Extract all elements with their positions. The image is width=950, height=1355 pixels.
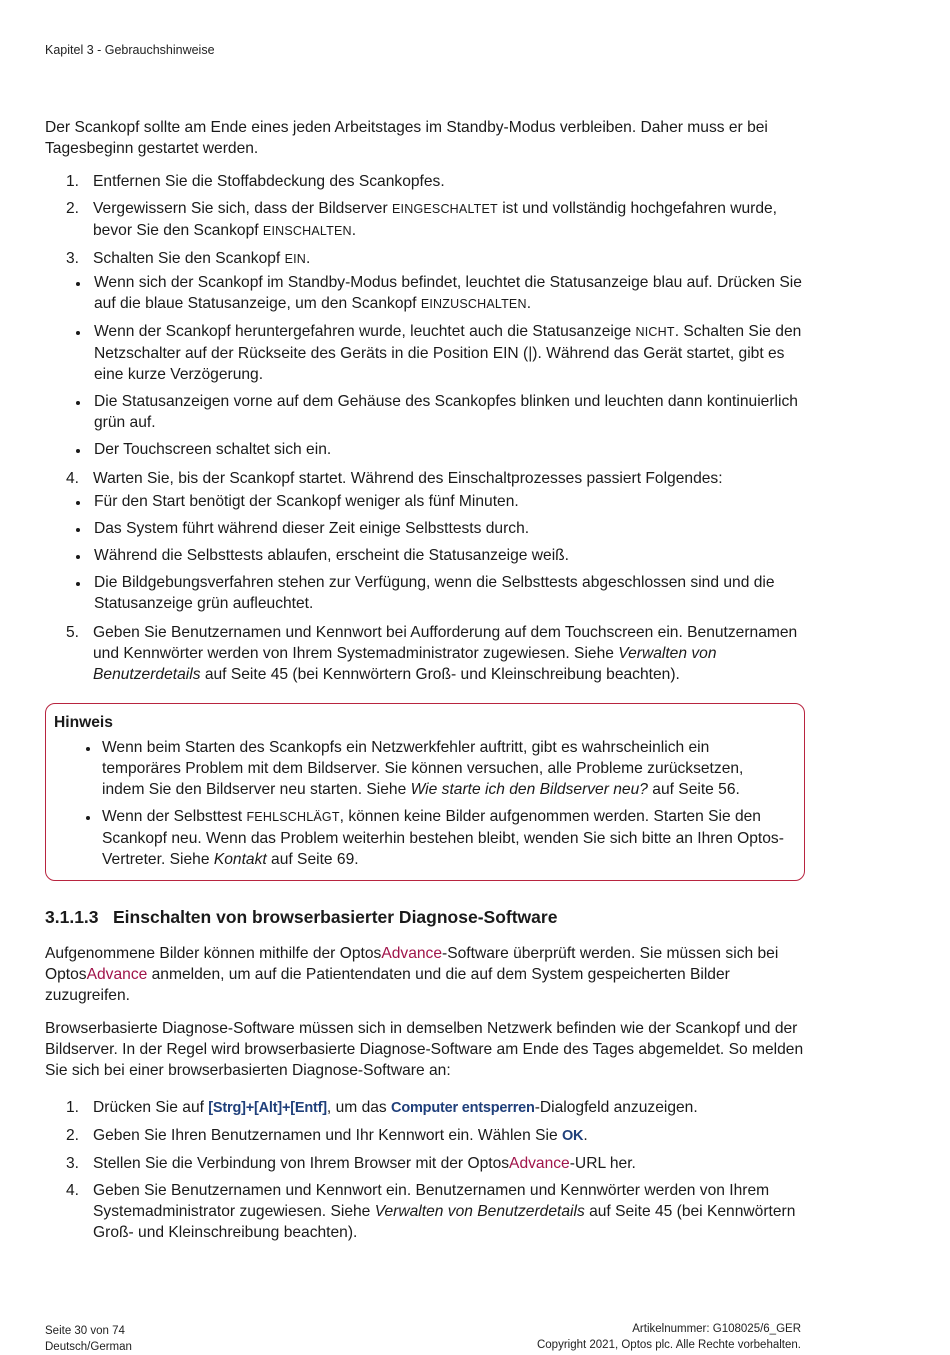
step-number: 3.: [66, 250, 80, 267]
step-number: 2.: [66, 1127, 80, 1144]
step-text: .: [306, 250, 311, 267]
step-text: .: [583, 1127, 588, 1144]
running-header: Kapitel 3 - Gebrauchshinweise: [45, 43, 215, 57]
bullet-dot-icon: [76, 282, 80, 286]
note-box: [45, 703, 805, 881]
cross-reference: Verwalten von Benutzerdetails: [93, 645, 717, 683]
step-text: -URL her.: [569, 1155, 636, 1172]
small-caps-term: EINSCHALTEN: [262, 224, 352, 238]
bullet-dot-icon: [86, 747, 90, 751]
page-content: [45, 117, 805, 1249]
list-item: [45, 468, 805, 614]
footer-right: [537, 1321, 801, 1353]
bullet-text: Die Statusanzeigen vorne auf dem Gehäuse des Scankopfes blinken und leuchten dann kontinuierlich grün auf.: [94, 393, 798, 431]
small-caps-term: EINGESCHALTET: [392, 202, 498, 216]
ui-label: [Strg]+[Alt]+[Entf]: [208, 1100, 327, 1116]
step-text: -Dialogfeld anzuzeigen.: [534, 1099, 698, 1116]
bullet-item: [45, 491, 805, 512]
step-number: 4.: [66, 1182, 80, 1199]
bullet-item: [54, 806, 790, 870]
bullet-text: Wenn beim Starten des Scankopfs ein Netzwerkfehler auftritt, gibt es wahrscheinlich ein temporäres Problem mit dem Bildserver. Sie können versuchen, alle Probleme zurücksetzen, indem Sie den Bildserver neu starten. Siehe: [102, 739, 744, 798]
paragraph-text: Aufgenommene Bilder können mithilfe der Optos: [45, 945, 382, 962]
bullet-item: [45, 518, 805, 539]
bullet-dot-icon: [76, 449, 80, 453]
brand-name: Advance: [86, 966, 148, 983]
bullet-dot-icon: [76, 555, 80, 559]
list-item: [45, 1125, 805, 1147]
startup-steps: [45, 171, 805, 685]
small-caps-term: FEHLSCHLÄGT: [246, 810, 340, 824]
step-text: Entfernen Sie die Stoffabdeckung des Scankopfes.: [93, 173, 445, 190]
list-item: [45, 248, 805, 460]
brand-name: Advance: [381, 945, 443, 962]
list-item: [45, 1097, 805, 1119]
step-number: 5.: [66, 624, 80, 641]
article-number: Artikelnummer: G108025/6_GER: [632, 1323, 801, 1335]
step-text: Stellen Sie die Verbindung von Ihrem Browser mit der Optos: [93, 1155, 510, 1172]
bullet-text: Das System führt während dieser Zeit einige Selbsttests durch.: [94, 520, 530, 537]
bullet-dot-icon: [86, 816, 90, 820]
bullet-text: .: [526, 295, 532, 312]
step-text: Warten Sie, bis der Scankopf startet. Während des Einschaltprozesses passiert Folgendes:: [93, 470, 723, 487]
step-text: , um das: [326, 1099, 392, 1116]
note-bullets: [54, 737, 790, 870]
bullet-text: Die Bildgebungsverfahren stehen zur Verfügung, wenn die Selbsttests abgeschlossen sind und die Statusanzeige grün aufleuchtet.: [94, 574, 775, 612]
sub-bullets: [45, 272, 805, 460]
login-steps: [45, 1097, 805, 1243]
step-number: 3.: [66, 1155, 80, 1172]
bullet-item: [45, 391, 805, 433]
step-number: 1.: [66, 1099, 80, 1116]
bullet-dot-icon: [76, 501, 80, 505]
ui-label: Computer entsperren: [391, 1100, 535, 1116]
step-number: 2.: [66, 200, 80, 217]
note-title: Hinweis: [54, 714, 113, 731]
step-text: Vergewissern Sie sich, dass der Bildserver: [93, 200, 393, 217]
bullet-text: Während die Selbsttests ablaufen, erscheint die Statusanzeige weiß.: [94, 547, 570, 564]
bullet-text: Der Touchscreen schaltet sich ein.: [94, 441, 332, 458]
bullet-text: Wenn sich der Scankopf im Standby-Modus befindet, leuchtet die Statusanzeige blau auf. Drücken Sie auf die blaue Statusanzeige, um den Scankopf: [94, 274, 802, 312]
bullet-item: [45, 545, 805, 566]
copyright: Copyright 2021, Optos plc. Alle Rechte vorbehalten.: [536, 1339, 801, 1351]
sub-bullets: [45, 491, 805, 614]
step-text: Geben Sie Benutzernamen und Kennwort bei Aufforderung auf dem Touchscreen ein. Benutzernamen und Kennwörter werden von Ihrem Systemadministrator zugewiesen. Siehe: [93, 624, 798, 662]
step-text: Geben Sie Ihren Benutzernamen und Ihr Kennwort ein. Wählen Sie: [93, 1127, 562, 1144]
section-heading: [45, 905, 805, 929]
bullet-item: [54, 737, 790, 800]
small-caps-term: EINZUSCHALTEN: [420, 297, 527, 311]
step-text: Drücken Sie auf: [93, 1099, 209, 1116]
paragraph: [45, 943, 805, 1006]
bullet-dot-icon: [76, 331, 80, 335]
page-number: Seite 30 von 74: [45, 1325, 125, 1337]
step-text: ist und vollständig hochgefahren wurde, bevor Sie den Scankopf: [93, 200, 778, 239]
paragraph-text: anmelden, um auf die Patientendaten und die auf dem System gespeicherten Bilder zuzugreifen.: [45, 966, 730, 1004]
bullet-text: auf Seite 56.: [647, 781, 740, 798]
cross-reference: Verwalten von Benutzerdetails: [374, 1203, 585, 1220]
bullet-text: , können keine Bilder aufgenommen werden. Starten Sie den Scankopf neu. Wenn das Problem weiterhin bestehen bleibt, wenden Sie sich bitte an Ihren Optos-Vertreter. Siehe: [102, 808, 784, 868]
list-item: [45, 622, 805, 685]
paragraph: Browserbasierte Diagnose-Software müssen sich in demselben Netzwerk befinden wie der Scankopf und der Bildserver. In der Regel wird browserbasierte Diagnose-Software am Ende des Tages abgemeldet. So melden Sie sich bei einer browserbasierten Diagnose-Software an:: [45, 1020, 804, 1079]
bullet-dot-icon: [76, 582, 80, 586]
bullet-item: [45, 572, 805, 614]
bullet-text: Wenn der Scankopf heruntergefahren wurde, leuchtet auch die Statusanzeige: [94, 323, 636, 340]
list-item: [45, 198, 805, 242]
cross-reference: Wie starte ich den Bildserver neu?: [410, 781, 648, 798]
bullet-text: auf Seite 69.: [266, 851, 359, 868]
intro-paragraph: Der Scankopf sollte am Ende eines jeden Arbeitstages im Standby-Modus verbleiben. Daher muss er bei Tagesbeginn gestartet werden.: [45, 119, 768, 157]
list-item: [45, 171, 805, 192]
cross-reference: Kontakt: [213, 851, 267, 868]
bullet-text: Für den Start benötigt der Scankopf weniger als fünf Minuten.: [94, 493, 519, 510]
paragraph-text: -Software überprüft werden. Sie müssen sich bei Optos: [45, 945, 779, 983]
bullet-item: [45, 272, 805, 315]
list-item: [45, 1180, 805, 1243]
bullet-text: Wenn der Selbsttest: [102, 808, 247, 825]
language: Deutsch/German: [45, 1341, 132, 1353]
ui-label: OK: [561, 1128, 584, 1144]
list-item: [45, 1153, 805, 1174]
section-title: Einschalten von browserbasierter Diagnose-Software: [113, 907, 558, 927]
section-number: 3.1.1.3: [45, 907, 99, 927]
step-text: auf Seite 45 (bei Kennwörtern Groß- und Kleinschreibung beachten).: [93, 1203, 796, 1241]
step-number: 1.: [66, 173, 80, 190]
step-text: Geben Sie Benutzernamen und Kennwort ein. Benutzernamen und Kennwörter werden von Ihrem Systemadministrator zugewiesen. Siehe: [93, 1182, 770, 1220]
step-number: 4.: [66, 470, 80, 487]
bullet-dot-icon: [76, 528, 80, 532]
footer-left: [45, 1323, 132, 1355]
small-caps-term: EIN: [284, 252, 307, 266]
bullet-dot-icon: [76, 401, 80, 405]
bullet-item: [45, 439, 805, 460]
step-text: .: [351, 222, 357, 239]
small-caps-term: NICHT: [635, 325, 675, 339]
brand-name: Advance: [509, 1155, 570, 1172]
bullet-item: [45, 321, 805, 385]
bullet-text: . Schalten Sie den Netzschalter auf der Rückseite des Geräts in die Position EIN (|). Während das Gerät startet, gibt es eine kurze Verzögerung.: [94, 323, 802, 383]
step-text: Schalten Sie den Scankopf: [93, 250, 285, 267]
step-text: auf Seite 45 (bei Kennwörtern Groß- und Kleinschreibung beachten).: [200, 666, 680, 683]
